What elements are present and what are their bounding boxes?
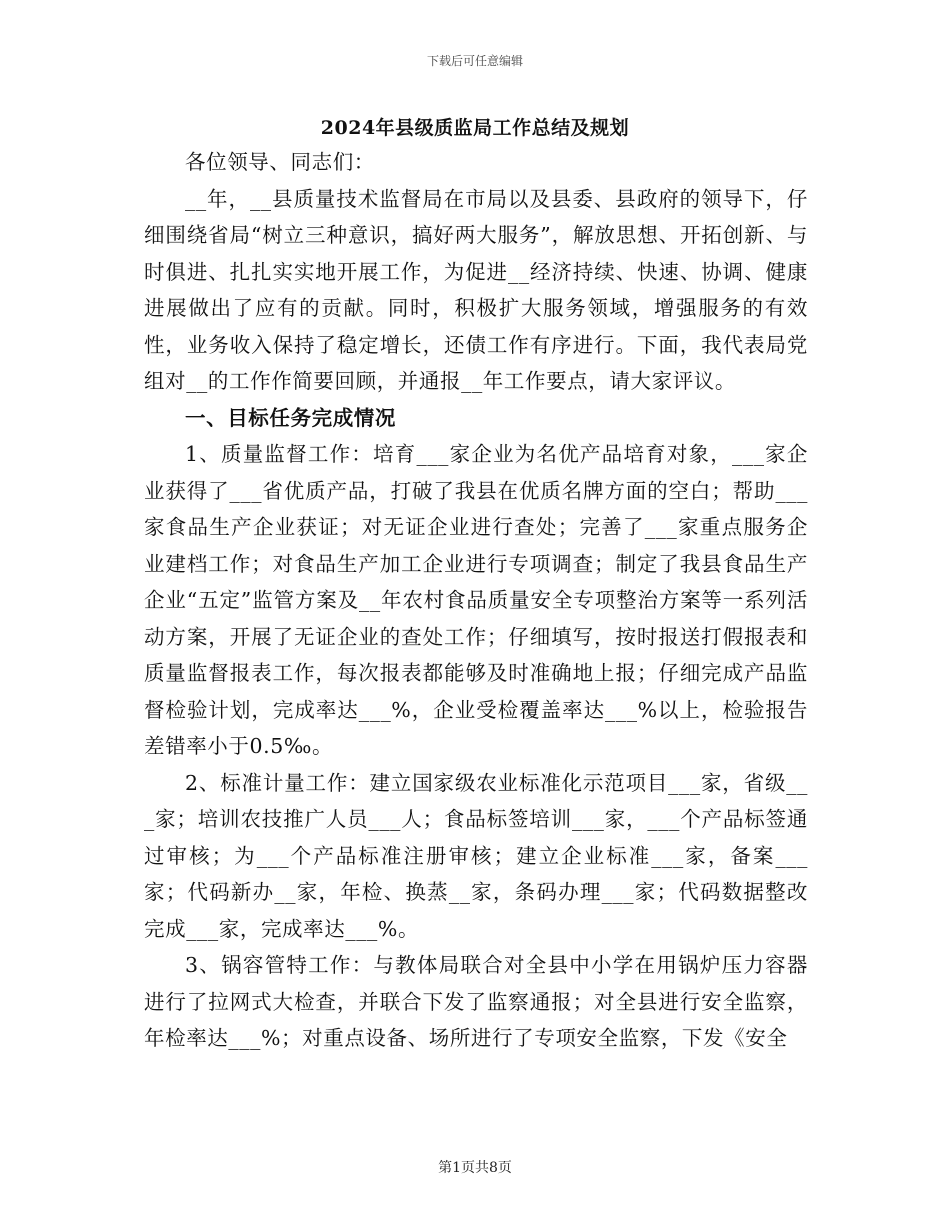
salutation: 各位领导、同志们：	[185, 150, 375, 174]
document-body	[144, 144, 808, 1057]
section-heading: 一、目标任务完成情况	[185, 405, 396, 430]
page-header-note: 下载后可任意编辑	[426, 54, 523, 68]
document-title: 2024年县级质监局工作总结及规划	[320, 117, 630, 139]
page-number: 第1页共8页	[438, 1160, 512, 1176]
item-quality-supervision: 1、质量监督工作：培育___家企业为名优产品培育对象，___家企业获得了___省优质产品，打破了我县在优质名牌方面的空白；帮助___家食品生产企业获证；对无证企业进行查处；完善了___家重点服务企业建档工作；对食品生产加工企业进行专项调查；制定了我县食品生产企业“五定”监管方案及__年农村食品质量安全专项整治方案等一系列活动方案，开展了无证企业的查处工作；仔细填写，按时报送打假报表和质量监督报表工作，每次报表都能够及时准确地上报；仔细完成产品监督检验计划，完成率达___%，企业受检覆盖率达___%以上，检验报告差错率小于0.5‰。	[144, 442, 808, 758]
item-boiler-pressure-vessels: 3、锅容管特工作：与教体局联合对全县中小学在用锅炉压力容器进行了拉网式大检查，并联合下发了监察通报；对全县进行安全监察，年检率达___%；对重点设备、场所进行了专项安全监察，下发《安全	[144, 953, 808, 1050]
intro-paragraph: __年，__县质量技术监督局在市局以及县委、县政府的领导下，仔细围绕省局“树立三种意识，搞好两大服务”，解放思想、开拓创新、与时俱进、扎扎实实地开展工作，为促进__经济持续、快速、协调、健康进展做出了应有的贡献。同时，积极扩大服务领域，增强服务的有效性，业务收入保持了稳定增长，还债工作有序进行。下面，我代表局党组对__的工作作简要回顾，并通报__年工作要点，请大家评议。	[144, 186, 808, 393]
item-standards-metrology: 2、标准计量工作：建立国家级农业标准化示范项目___家，省级___家；培训农技推广人员___人；食品标签培训___家，___个产品标签通过审核；为___个产品标准注册审核；建立企业标准___家，备案___家；代码新办__家，年检、换蒸__家，条码办理___家；代码数据整改完成___家，完成率达___%。	[144, 770, 808, 941]
